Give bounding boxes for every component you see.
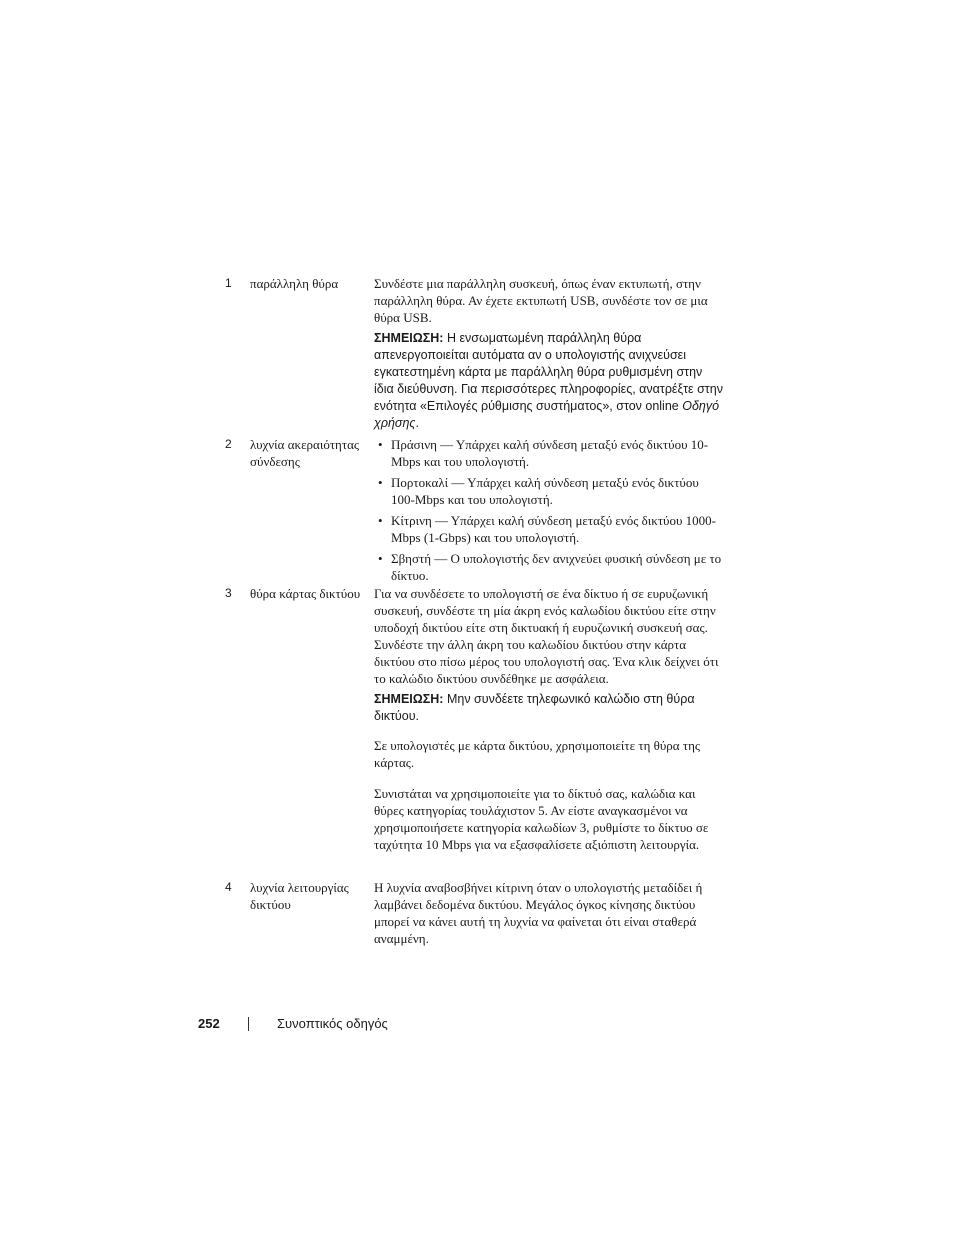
- description-text: Συνδέστε μια παράλληλη συσκευή, όπως έναν εκτυπωτή, στην παράλληλη θύρα. Αν έχετε εκτυπωτή USB, συνδέστε τον σε μια θύρα USB.: [374, 276, 708, 325]
- bullet-icon: •: [378, 513, 383, 528]
- list-item: • Κίτρινη — Υπάρχει καλή σύνδεση μεταξύ ενός δικτύου 1000-Mbps (1-Gbps) και του υπολογιστή.: [378, 513, 716, 545]
- item-description: [374, 436, 724, 588]
- footer-title: Συνοπτικός οδηγός: [277, 1016, 388, 1031]
- item-label: λυχνία λειτουργίας δικτύου: [250, 880, 349, 912]
- note-text: Μην συνδέετε τηλεφωνικό καλώδιο στη θύρα δικτύου.: [374, 692, 695, 723]
- note-label: ΣΗΜΕΙΩΣΗ:: [374, 692, 444, 706]
- description-text: Για να συνδέσετε το υπολογιστή σε ένα δίκτυο ή σε ευρυζωνική συσκευή, συνδέστε τη μία άκρη ενός καλωδίου δικτύου είτε στην υποδοχή δικτύου είτε στη δικτυακή ή ευρυζωνική συσκευή σας. Συνδέστε την άλλη άκρη του καλωδίου δικτύου στην κάρτα δικτύου στο πίσω μέρος του υπολογιστή σας. Ένα κλικ δείχνει ότι το καλώδιο δικτύου συνδέθηκε με ασφάλεια.: [374, 586, 719, 686]
- item-description: [374, 585, 724, 857]
- row-number: 2: [225, 437, 232, 451]
- item-description: [374, 879, 724, 951]
- row-number: 4: [225, 880, 232, 894]
- list-item: • Σβηστή — Ο υπολογιστής δεν ανιχνεύει φυσική σύνδεση με το δίκτυο.: [378, 551, 722, 583]
- note-end: .: [415, 416, 419, 430]
- item-label: παράλληλη θύρα: [250, 276, 339, 291]
- list-item: • Πράσινη — Υπάρχει καλή σύνδεση μεταξύ ενός δικτύου 10-Mbps και του υπολογιστή.: [378, 437, 709, 469]
- note-block: [374, 330, 724, 432]
- item-label: λυχνία ακεραιότητας σύνδεσης: [250, 437, 360, 469]
- item-description: [374, 275, 724, 438]
- note-label: ΣΗΜΕΙΩΣΗ:: [374, 331, 444, 345]
- description-text: Η λυχνία αναβοσβήνει κίτρινη όταν ο υπολογιστής μεταδίδει ή λαμβάνει δεδομένα δικτύου. Μεγάλος όγκος κίνησης δικτύου μπορεί να κάνει αυτή τη λυχνία να φαίνεται ότι είναι σταθερά αναμμένη.: [374, 880, 703, 946]
- description-text: Συνιστάται να χρησιμοποιείτε για το δίκτυό σας, καλώδια και θύρες κατηγορίας τουλάχιστον 5. Αν είστε αναγκασμένοι να χρησιμοποιήσετε κατηγορία καλωδίων 3, ρυθμίστε το δίκτυο σε ταχύτητα 10 Mbps για να εξασφαλίσετε αξιόπιστη λειτουργία.: [374, 786, 709, 852]
- bullet-list: [374, 436, 724, 584]
- bullet-icon: •: [378, 437, 383, 452]
- bullet-icon: •: [378, 475, 383, 490]
- note-italic-text: Οδηγό χρήσης: [374, 399, 720, 430]
- list-item: • Πορτοκαλί — Υπάρχει καλή σύνδεση μεταξύ ενός δικτύου 100-Mbps και του υπολογιστή.: [378, 475, 699, 507]
- footer-divider: [248, 1017, 249, 1031]
- item-label: θύρα κάρτας δικτύου: [250, 586, 361, 601]
- note-text: Η ενσωματωμένη παράλληλη θύρα απενεργοποιείται αυτόματα αν ο υπολογιστής ανιχνεύσει εγκατεστημένη κάρτα με παράλληλη θύρα ρυθμισμένη στην ίδια διεύθυνση. Για περισσότερες πληροφορίες, ανατρέξτε στην ενότητα «Επιλογές ρύθμισης συστήματος», στον online: [374, 331, 723, 413]
- row-number: 1: [225, 276, 232, 290]
- row-number: 3: [225, 586, 232, 600]
- bullet-icon: •: [378, 551, 383, 566]
- description-text: Σε υπολογιστές με κάρτα δικτύου, χρησιμοποιείτε τη θύρα της κάρτας.: [374, 738, 701, 770]
- note-block: [374, 691, 724, 725]
- page-number: 252: [198, 1016, 220, 1031]
